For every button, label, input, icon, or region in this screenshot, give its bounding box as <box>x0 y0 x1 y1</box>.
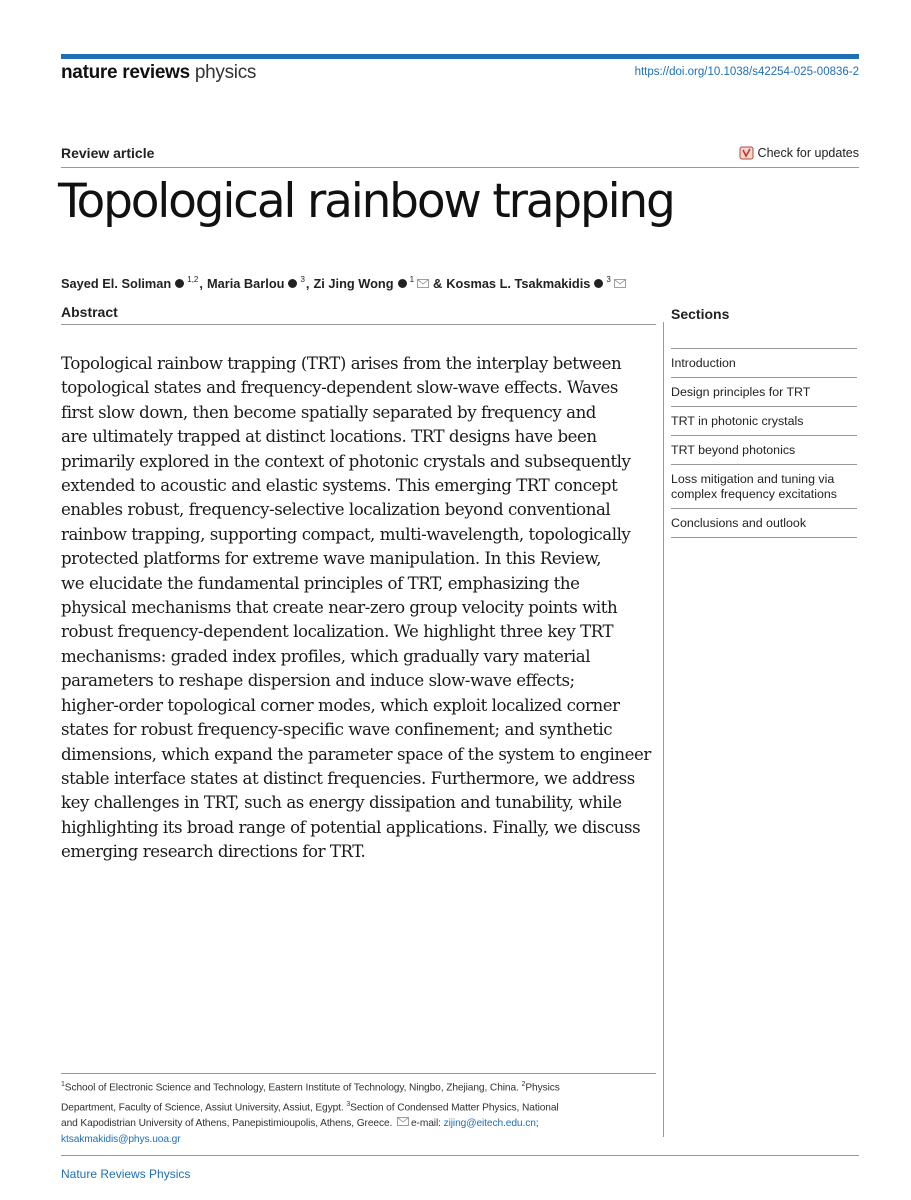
author-separator: , <box>305 276 310 291</box>
abstract-line: higher-order topological corner modes, which exploit localized corner <box>61 695 620 715</box>
check-updates-button[interactable] <box>739 146 859 160</box>
author-4[interactable] <box>446 276 626 291</box>
abstract-line: first slow down, then become spatially separated by frequency and <box>61 402 596 422</box>
affiliation-3: and Kapodistrian University of Athens, Panepistimioupolis, Athens, Greece. <box>61 1118 395 1130</box>
section-link-introduction[interactable]: Introduction <box>671 348 857 377</box>
mail-icon[interactable] <box>417 279 429 288</box>
mail-icon[interactable] <box>614 279 626 288</box>
section-link-design-principles[interactable]: Design principles for TRT <box>671 377 857 406</box>
author-name: Maria Barlou <box>206 276 285 291</box>
check-updates-label: Check for updates <box>757 146 859 160</box>
affiliation-sup: 1 <box>409 275 415 284</box>
author-list <box>61 276 626 291</box>
orcid-icon[interactable] <box>594 279 603 288</box>
abstract-line: are ultimately trapped at distinct locations. TRT designs have been <box>61 427 597 447</box>
brand-bold: nature reviews <box>61 62 190 83</box>
footnote-line: Department, Faculty of Science, Assiut University, Assiut, Egypt. $^3$Section of Condensed Matter Physics, National <box>61 1100 559 1113</box>
affiliation-sup: 1,2 <box>187 275 199 284</box>
abstract-line: stable interface states at distinct frequencies. Furthermore, we address <box>61 768 635 788</box>
sections-heading: Sections <box>671 306 730 322</box>
abstract-line: dimensions, which expand the parameter space of the system to engineer <box>61 744 651 764</box>
affiliation-2-start: Physics <box>525 1082 560 1094</box>
abstract-line: robust frequency-dependent localization. We highlight three key TRT <box>61 622 614 642</box>
email-link-wong[interactable]: zijing@eitech.edu.cn <box>443 1118 536 1130</box>
author-separator: & <box>433 276 443 291</box>
article-type: Review article <box>61 145 155 161</box>
journal-brand[interactable] <box>61 62 256 84</box>
author-name: Kosmas L. Tsakmakidis <box>446 276 591 291</box>
footnote-line <box>61 1116 659 1132</box>
check-updates-icon <box>739 146 754 160</box>
affiliation-1: School of Electronic Science and Technology, Eastern Institute of Technology, Ningbo, Zhejiang, China. <box>64 1082 522 1094</box>
bottom-rule <box>61 1155 859 1156</box>
section-link-photonic-crystals[interactable]: TRT in photonic crystals <box>671 406 857 435</box>
author-separator: , <box>199 276 203 291</box>
affiliation-sup: 3 <box>300 275 305 284</box>
abstract-line: Topological rainbow trapping (TRT) arises from the interplay between <box>61 354 622 373</box>
section-link-beyond-photonics[interactable]: TRT beyond photonics <box>671 435 857 464</box>
mail-icon <box>397 1117 409 1126</box>
abstract-line: topological states and frequency-dependent slow-wave effects. Waves <box>61 378 618 398</box>
abstract-line: rainbow trapping, supporting compact, multi-wavelength, topologically <box>61 524 631 544</box>
email-link-tsakmakidis[interactable]: ktsakmakidis@phys.uoa.gr <box>61 1134 181 1146</box>
affiliation-2: Department, Faculty of Science, Assiut University, Assiut, Egypt. <box>61 1101 347 1113</box>
author-3[interactable] <box>313 276 446 291</box>
footnote-rule <box>61 1073 656 1074</box>
orcid-icon[interactable] <box>398 279 407 288</box>
author-name: Zi Jing Wong <box>313 276 394 291</box>
author-name: Sayed El. Soliman <box>61 276 172 291</box>
abstract-line: protected platforms for extreme wave manipulation. In this Review, <box>61 549 602 569</box>
email-separator: ; <box>535 1118 539 1130</box>
author-2[interactable] <box>207 276 314 291</box>
orcid-icon[interactable] <box>288 279 297 288</box>
abstract-line: primarily explored in the context of photonic crystals and subsequently <box>61 451 631 471</box>
abstract-line: we elucidate the fundamental principles of TRT, emphasizing the <box>61 573 580 593</box>
abstract-heading: Abstract <box>61 304 118 320</box>
abstract-rule <box>61 324 656 325</box>
affiliation-3-start: Section of Condensed Matter Physics, National <box>350 1101 559 1113</box>
brand-light: physics <box>194 62 257 83</box>
abstract-line: states for robust frequency-specific wave confinement; and synthetic <box>61 720 613 740</box>
header-rule <box>61 167 859 168</box>
section-link-loss-mitigation[interactable]: Loss mitigation and tuning via complex frequency excitations <box>671 464 857 508</box>
doi-link[interactable]: https://doi.org/10.1038/s42254-025-00836-2 <box>634 66 859 78</box>
journal-footer[interactable]: Nature Reviews Physics <box>61 1167 191 1181</box>
footnote-line: $^1$School of Electronic Science and Technology, Eastern Institute of Technology, Ningbo, Zhejiang, China. $^2$Physics <box>61 1081 560 1094</box>
top-accent-rule <box>61 54 859 59</box>
abstract-line: key challenges in TRT, such as energy dissipation and tunability, while <box>61 793 622 813</box>
abstract-line: highlighting its broad range of potential applications. Finally, we discuss <box>61 817 641 837</box>
section-link-conclusions[interactable]: Conclusions and outlook <box>671 508 857 538</box>
sections-nav <box>671 348 857 538</box>
abstract-line: emerging research directions for TRT. <box>61 842 366 862</box>
abstract-line: mechanisms: graded index profiles, which gradually vary material <box>61 646 591 666</box>
column-divider <box>663 322 664 1137</box>
abstract-line: enables robust, frequency-selective localization beyond conventional <box>61 500 611 520</box>
abstract-line: physical mechanisms that create near-zero group velocity points with <box>61 598 618 618</box>
abstract-line: parameters to reshape dispersion and induce slow-wave effects; <box>61 671 575 691</box>
author-1[interactable] <box>61 276 207 291</box>
affiliation-sup: 3 <box>606 275 611 284</box>
email-label: e-mail: <box>410 1118 444 1130</box>
orcid-icon[interactable] <box>175 279 184 288</box>
affiliations-footnote <box>61 1077 659 1149</box>
abstract-text <box>61 352 661 865</box>
abstract-line: extended to acoustic and elastic systems. This emerging TRT concept <box>61 476 618 496</box>
footnote-line <box>61 1132 659 1148</box>
article-title: Topological rainbow trapping <box>58 174 674 229</box>
